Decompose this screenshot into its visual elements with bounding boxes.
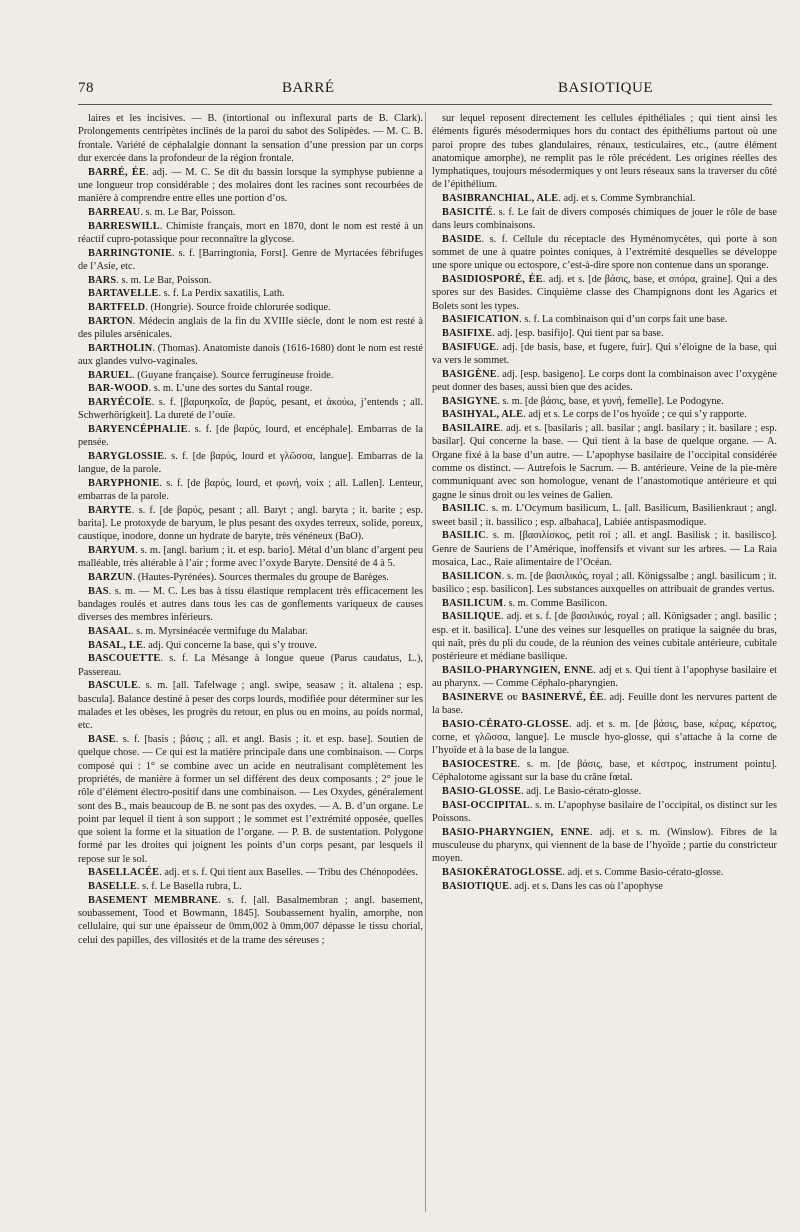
entry-definition: adj. Le Basio-cérato-glosse. (526, 786, 642, 798)
dictionary-entry (432, 112, 777, 192)
entry-headword: BARTFELD (88, 301, 146, 313)
dictionary-entry: BARS. s. m. Le Bar, Poisson. (88, 274, 212, 286)
entry-headword: BARTON (88, 315, 133, 327)
dictionary-entry: BARTAVELLE. s. f. La Perdix saxatilis, Lath. (88, 288, 285, 300)
dictionary-entry: BARTHOLIN. (Thomas). Anatomiste danois (1616-1680) dont le nom est resté aux glandes vulvo-vaginales. (78, 342, 423, 367)
dictionary-entry: BARYÉCOÏE. s. f. [βαρυηκοΐα, de βαρύς, pesant, et ἀκούω, j’entends ; all. Schwerhörigkeit]. La dureté de l’ouïe. (78, 396, 423, 422)
entry-headword: BASIOCESTRE (442, 759, 518, 771)
entry-definition: s. f. La combinaison qui d’un corps fait une base. (524, 314, 728, 326)
entry-headword: BARYÉCOÏE (88, 396, 152, 408)
entry-definition: s. f. [βαρυηκοΐα, de βαρύς, pesant, et ἀκούω, j’entends ; all. Schwerhörigkeit]. La dureté de l’ouïe. (78, 396, 423, 422)
entry-definition: s. f. [Barringtonia, Forst]. Genre de Myrtacées fébrifuges de l’Asie, etc. (78, 247, 423, 272)
dictionary-entry: BASEMENT MEMBRANE. s. f. [all. Basalmembran ; angl. basement, soubassement, Tood et Bowmann, 1845]. Soubassement hyalin, amorphe, non cellulaire, qui sur une épaisseur de 0mm,002 à 0mm,007 dépasse le tissu chorial, celui des papilles, des villosités et de la trame des séreuses ; (78, 894, 423, 946)
dictionary-entry: BARYUM. s. m. [angl. barium ; it. et esp. bario]. Métal d’un blanc d’argent peu malléable, très altérable à l’air ; forme avec l’oxyde Baryte. Densité de 4 à 5. (78, 545, 423, 570)
entry-definition: s. m. [de βάσις, base, et γυνή, femelle]. Le Podogyne. (502, 395, 724, 407)
entry-definition: adj. [esp. basigeno]. Le corps dont la combinaison avec l’oxygène peut donner des bases, aussi bien que des acides. (432, 368, 777, 394)
dictionary-entry: BASCULE. s. m. [all. Tafelwage ; angl. swipe, seasaw ; it. altalena ; esp. bascula]. Balance destiné à peser des corps lourds, modifiée pour déterminer sur les malades et les obèses, les progrès du retour, en plus ou en moins, au poids normal, etc. (78, 680, 423, 732)
entry-definition: adj. Feuille dont les nervures partent de la base. (432, 691, 777, 717)
entry-headword: BARRINGTONIE (88, 247, 173, 259)
dictionary-entry: BASILICUM. s. m. Comme Basilicon. (442, 597, 608, 609)
entry-definition: s. m. L’apophyse basilaire de l’occipital, os distinct sur les Poissons. (432, 799, 777, 825)
dictionary-entry: BASILICON. s. m. [de βασιλικός, royal ; all. Königssalbe ; angl. basilicum ; it. basilico ; esp. basilicon]. Les substances auxquelles on attribuait de grandes vertus. (432, 570, 777, 595)
dictionary-entry: BARREAU. s. m. Le Bar, Poisson. (88, 206, 236, 218)
entry-headword: BASIDIOSPORÉ, ÉE (442, 274, 543, 286)
entry-headword: BARYTE (88, 504, 132, 516)
entry-headword: BARYGLOSSIE (88, 450, 165, 462)
dictionary-entry: BASE. s. f. [basis ; βάσις ; all. et angl. Basis ; it. et esp. base]. Soutien de quelque chose. — Ce qui est la matière principale dans une combinaison. — Corps composé qui : 1° se combine avec un acide en neutralisant complètement les propriétés, de manière à former un sel différent des deux composants ; 2° joue le rôle d’élément électro-positif dans une combinaison. — Les Oxydes, généralement sont des B., mais beaucoup de B. ne sont pas des oxydes. — A. B. d’un organe. Le point par lequel il tient à son support ; le sommet est l’extrémité opposée, quelles que soient la forme et la situation de l’organe. — P. B. de sustentation. Polygone formé par les droites qui joignent les points d’un corps pesant, par lesquels il repose sur le sol. (78, 734, 423, 865)
entry-headword: BASILIC (442, 503, 486, 515)
dictionary-entry: BASIO-GLOSSE. adj. Le Basio-cérato-glosse. (442, 786, 642, 798)
dictionary-entry: BAS. s. m. — M. C. Les bas à tissu élastique remplacent très efficacement les bandages roulés et autres dans tous les cas de gonflements variqueux de causes diverses des membres inférieurs. (78, 585, 423, 624)
entry-definition: s. m. Le Bar, Poisson. (121, 274, 212, 286)
entry-definition: s. f. [de βαρύς, pesant ; all. Baryt ; angl. baryta ; it. barite ; esp. barita]. Le protoxyde de baryum, le plus pesant des oxydes terreux, solide, poreux, caustique, inodore, donne un hydrate de baryte, très vénéneux (BaO). (78, 504, 423, 543)
entry-headword: BARYPHONIE (88, 477, 160, 489)
dictionary-entry: BASIOCESTRE. s. m. [de βάσις, base, et κέστρος, instrument pointu]. Céphalotome agissant sur la base du crâne fœtal. (432, 759, 777, 784)
entry-headword: BASICITÉ (442, 206, 493, 218)
entry-headword: BASILAIRE (442, 423, 501, 435)
entry-headword: BAR-WOOD (88, 383, 149, 395)
dictionary-entry: BARZUN. (Hautes-Pyrénées). Sources thermales du groupe de Barèges. (88, 572, 389, 584)
entry-headword: BASAL, LE (88, 639, 144, 651)
dictionary-entry: BARRINGTONIE. s. f. [Barringtonia, Forst]. Genre de Myrtacées fébrifuges de l’Asie, etc. (78, 247, 423, 272)
entry-headword: BARRÉ, ÉE (88, 166, 146, 178)
entry-definition: adj. et s. [basilaris ; all. basilar ; angl. basilary ; it. basilare ; esp. basilar]. Qui concerne la base. — Qui tient à la base de quelque organe. — A. Organe fixé à la base d’un autre. — L’apophyse basilaire de l’occipital considérée comme os distinct. — Autrefois le Sacrum. — B. antérieure. Veine de la pie-mère communiquant avec son homologue, venant de l’anastomotique antérieure et qui gagne le sinus droit ou les veines de Galien. (432, 423, 777, 501)
entry-headword: BASIO-CÉRATO-GLOSSE (442, 718, 570, 730)
entry-definition: adj. et s. f. [de βασιλικός, royal ; all. Königsader ; angl. basilic ; esp. et it. basilica]. L’une des veines sur lesquelles on pratique la saignée du bras, qui naît, près du pli du coude, de la réunion des veines cubitale antérieure, cubitale postérieure et médiane basilique. (432, 611, 777, 663)
dictionary-entry: BAR-WOOD. s. m. L’une des sortes du Santal rouge. (88, 383, 313, 395)
dictionary-entry: BARRÉ, ÉE. adj. — M. C. Se dit du bassin lorsque la symphyse pubienne a une longueur trop considérable ; des molaires dont les racines sont recourbées de manière à comprendre entre elles une portion d’os. (78, 166, 423, 205)
entry-definition: adj. Qui concerne la base, qui s’y trouve. (148, 639, 317, 651)
entry-headword: BASELLE (88, 881, 137, 893)
right-column (432, 112, 777, 1212)
entry-headword: BASILO-PHARYNGIEN, ENNE (442, 664, 594, 676)
entry-definition: sur lequel reposent directement les cellules épithéliales ; qui tient ainsi les éléments figurés mésodermiques hors du contact des épithéliums partout où une paroi propre des tubes glandulaires, rénaux, testiculaires, etc., (autre élément anatomique amorphe), ne remplit pas le rôle précédent. Les origines réelles des lymphatiques, toujours mésodermiques y ont leurs réseaux sans la traverser du côté de l’épithélium. (432, 113, 777, 191)
dictionary-entry: BASELLE. s. f. Le Basella rubra, L. (88, 881, 242, 893)
entry-definition: adj. et s. m. [de βάσις, base, κέρας, κέρατος, corne, et γλῶσσα, langue]. Le muscle hyo-glosse, qui s’attache à la corne de l’hyoïde et à la base de la langue. (432, 718, 777, 757)
entry-headword: BASIO-PHARYNGIEN, ENNE (442, 826, 591, 838)
entry-definition: s. f. [basis ; βάσις ; all. et angl. Basis ; it. et esp. base]. Soutien de quelque chose. — Ce qui est la matière principale dans une combinaison. — Corps composé qui : 1° se combine avec un acide en neutralisant complètement les propriétés, de manière à former un sel différent des deux composants ; 2° joue le rôle d’élément électro-positif dans une combinaison. — Les Oxydes, généralement sont des B., mais beaucoup de B. ne sont pas des oxydes. — A. B. d’un organe. Le point par lequel il tient à son support ; le sommet est l’extrémité opposée, quelles que soient la forme et la situation de l’organe. — P. B. de sustentation. Polygone formé par les droites qui joignent les points d’un corps pesant, par lesquels il repose sur le sol. (78, 734, 423, 865)
entry-headword: BARTAVELLE (88, 288, 159, 300)
entry-headword: BASIGÈNE (442, 368, 497, 380)
entry-definition: s. m. Myrsinéacée vermifuge du Malabar. (136, 626, 308, 638)
dictionary-entry: BASIOTIQUE. adj. et s. Dans les cas où l’apophyse (442, 880, 663, 892)
entry-headword: BASE (88, 734, 116, 746)
entry-headword: BARTHOLIN (88, 342, 153, 354)
left-column (78, 112, 423, 1212)
header-rule (78, 104, 772, 105)
entry-definition: adj. et s. f. Qui tient aux Baselles. — Tribu des Chénopodées. (164, 867, 418, 879)
entry-headword: BASI-OCCIPITAL (442, 799, 530, 811)
entry-definition: adj et s. Qui tient à l’apophyse basilaire et au pharynx. — Comme Céphalo-pharyngien. (432, 664, 777, 690)
page-number: 78 (78, 80, 94, 96)
entry-definition: adj. et s. Comme Symbranchial. (563, 193, 696, 205)
entry-headword: BASINERVE ou BASINERVÉ, ÉE (442, 691, 604, 703)
dictionary-entry: BASIGÈNE. adj. [esp. basigeno]. Le corps dont la combinaison avec l’oxygène peut donner des bases, aussi bien que des acides. (432, 368, 777, 394)
entry-definition: s. m. [angl. barium ; it. et esp. bario]. Métal d’un blanc d’argent peu malléable, très altérable à l’air ; forme avec l’oxyde Baryte. Densité de 4 à 5. (78, 545, 423, 570)
entry-headword: BARYENCÉPHALIE (88, 423, 188, 435)
entry-definition: s. f. [all. Basalmembran ; angl. basement, soubassement, Tood et Bowmann, 1845]. Soubassement hyalin, amorphe, non cellulaire, qui sur une épaisseur de 0mm,002 à 0mm,007 dépasse le tissu chorial, celui des papilles, des villosités et de la trame des séreuses ; (78, 894, 423, 946)
entry-definition: s. f. [de βαρύς, lourd, et φωνή, voix ; all. Lallen]. Lenteur, embarras de la parole. (78, 477, 423, 503)
page-header (60, 80, 760, 106)
entry-headword: BAS (88, 585, 109, 597)
dictionary-entry: BASIDIOSPORÉ, ÉE. adj. et s. [de βάσις, base, et σπόρα, graine]. Qui a des spores sur des Basides. Cinquième classe des Champignons dont les Agarics et Bolets sont les types. (432, 274, 777, 312)
right-running-head: BASIOTIQUE (558, 80, 653, 96)
entry-definition: s. m. [βασιλίσκος, petit roi ; all. et angl. Basilisk ; it. basilisco]. Genre de Sauriens de l’Amérique, inoffensifs et vivant sur les arbres. — La Raia mosaica, Lac., Raie alimentaire de l’Océan. (432, 530, 777, 568)
entry-definition: s. f. Le fait de divers composés chimiques de jouer le rôle de base dans leurs combinaisons. (432, 206, 777, 232)
entry-headword: BASCOUETTE (88, 653, 161, 665)
dictionary-entry: BASIBRANCHIAL, ALE. adj. et s. Comme Symbranchial. (442, 193, 696, 205)
left-running-head: BARRÉ (282, 80, 335, 96)
dictionary-entry: BARYENCÉPHALIE. s. f. [de βαρύς, lourd, et encéphale]. Embarras de la pensée. (78, 423, 423, 449)
entry-headword: BASAAL (88, 626, 131, 638)
dictionary-entry: BASIFIXE. adj. [esp. basifijo]. Qui tient par sa base. (442, 328, 664, 340)
entry-definition: Chimiste français, mort en 1870, dont le nom est resté à un réactif cupro-potassique pour reconnaître la glycose. (78, 220, 423, 245)
dictionary-entry: BARYPHONIE. s. f. [de βαρύς, lourd, et φωνή, voix ; all. Lallen]. Lenteur, embarras de la parole. (78, 477, 423, 503)
entry-headword: BARRESWILL (88, 220, 160, 232)
entry-headword: BARYUM (88, 545, 136, 557)
entry-definition: adj et s. Le corps de l’os hyoïde ; ce qui s’y rapporte. (528, 409, 747, 421)
entry-headword: BASIFUGE (442, 341, 497, 353)
dictionary-entry: BASILIC. s. m. L’Ocymum basilicum, L. [all. Basilicum, Basilienkraut ; angl. sweet basil ; it. bassilico ; esp. albahaca], Labiée antispasmodique. (432, 503, 777, 528)
entry-definition: adj. [esp. basifijo]. Qui tient par sa base. (497, 328, 664, 340)
dictionary-entry: BASIGYNE. s. m. [de βάσις, base, et γυνή, femelle]. Le Podogyne. (442, 395, 724, 407)
entry-headword: BASIBRANCHIAL, ALE (442, 193, 559, 205)
dictionary-entry: BASINERVE ou BASINERVÉ, ÉE. adj. Feuille dont les nervures partent de la base. (432, 691, 777, 717)
dictionary-entry: BASIHYAL, ALE. adj et s. Le corps de l’os hyoïde ; ce qui s’y rapporte. (442, 409, 747, 421)
dictionary-entry: BASAL, LE. adj. Qui concerne la base, qui s’y trouve. (88, 639, 317, 651)
entry-definition: adj. et s. Dans les cas où l’apophyse (514, 880, 663, 892)
entry-headword: BASIFICATION (442, 314, 520, 326)
entry-definition: s. f. Cellule du réceptacle des Hyménomycètes, qui porte à son sommet de une à quatre pointes coniques, à l’extrémité desquelles se développe une spore unique ou ectospore, c’est-à-dire spore non contenue dans un sporange. (432, 233, 777, 272)
entry-headword: BARUEL (88, 369, 133, 381)
entry-headword: BASIHYAL, ALE (442, 409, 524, 421)
entry-definition: s. m. — M. C. Les bas à tissu élastique remplacent très efficacement les bandages roulés et autres dans tous les cas de gonflements variqueux de causes diverses des membres inférieurs. (78, 585, 423, 624)
dictionary-entry: BASILIC. s. m. [βασιλίσκος, petit roi ; all. et angl. Basilisk ; it. basilisco]. Genre de Sauriens de l’Amérique, inoffensifs et vivant sur les arbres. — La Raia mosaica, Lac., Raie alimentaire de l’Océan. (432, 530, 777, 568)
entry-definition: s. f. La Mésange à longue queue (Parus caudatus, L.), Passereau. (78, 653, 423, 678)
entry-definition: s. m. L’une des sortes du Santal rouge. (153, 383, 313, 395)
dictionary-entry: BASILIQUE. adj. et s. f. [de βασιλικός, royal ; all. Königsader ; angl. basilic ; esp. et it. basilica]. L’une des veines sur lesquelles on pratique la saignée du bras, qui naît, près du pli du coude, de la réunion des veines cubitale antérieure, cubitale postérieure et médiane basilique. (432, 611, 777, 663)
entry-definition: adj. [de basis, base, et fugere, fuir]. Qui s’éloigne de la base, qui va vers le sommet. (432, 341, 777, 367)
dictionary-entry: BASCOUETTE. s. f. La Mésange à longue queue (Parus caudatus, L.), Passereau. (78, 653, 423, 678)
entry-headword: BASIO-GLOSSE (442, 786, 522, 798)
dictionary-entry: BASIFUGE. adj. [de basis, base, et fugere, fuir]. Qui s’éloigne de la base, qui va vers le sommet. (432, 341, 777, 367)
dictionary-entry: BASIDE. s. f. Cellule du réceptacle des Hyménomycètes, qui porte à son sommet de une à quatre pointes coniques, à l’extrémité desquelles se développe une spore unique ou ectospore, c’est-à-dire spore non contenue dans un sporange. (432, 233, 777, 272)
entry-headword: BASILIC (442, 530, 486, 542)
entry-headword: BARZUN (88, 572, 133, 584)
entry-headword: BARREAU (88, 206, 141, 218)
dictionary-entry: BASIO-PHARYNGIEN, ENNE. adj. et s. m. (Winslow). Fibres de la musculeuse du pharynx, qui viennent de la base de l’hyoïde ; partie du constricteur moyen. (432, 826, 777, 865)
dictionary-entry: BARTFELD. (Hongrie). Source froide chlorurée sodique. (88, 301, 331, 313)
entry-headword: BASCULE (88, 680, 139, 692)
entry-headword: BASIOKÉRATOGLOSSE (442, 867, 563, 878)
entry-definition: (Guyane française). Source ferrugineuse froide. (137, 369, 334, 381)
entry-definition: s. m. Comme Basilicon. (508, 597, 608, 609)
column-divider (425, 112, 426, 1212)
entry-headword: BASILICUM (442, 597, 504, 609)
dictionary-entry: BARYTE. s. f. [de βαρύς, pesant ; all. Baryt ; angl. baryta ; it. barite ; esp. barita]. Le protoxyde de baryum, le plus pesant des oxydes terreux, solide, poreux, caustique, inodore, donne un hydrate de baryte, très vénéneux (BaO). (78, 504, 423, 543)
entry-definition: (Thomas). Anatomiste danois (1616-1680) dont le nom est resté aux glandes vulvo-vaginales. (78, 342, 423, 367)
dictionary-entry: BASICITÉ. s. f. Le fait de divers composés chimiques de jouer le rôle de base dans leurs combinaisons. (432, 206, 777, 232)
dictionary-entry: BASIFICATION. s. f. La combinaison qui d’un corps fait une base. (442, 314, 728, 326)
dictionary-entry: BASIO-CÉRATO-GLOSSE. adj. et s. m. [de βάσις, base, κέρας, κέρατος, corne, et γλῶσσα, langue]. Le muscle hyo-glosse, qui s’attache à la corne de l’hyoïde et à la base de la langue. (432, 718, 777, 757)
entry-headword: BASILICON (442, 570, 502, 582)
dictionary-entry: BASILO-PHARYNGIEN, ENNE. adj et s. Qui tient à l’apophyse basilaire et au pharynx. — Comme Céphalo-pharyngien. (432, 664, 777, 690)
entry-definition: s. m. L’Ocymum basilicum, L. [all. Basilicum, Basilienkraut ; angl. sweet basil ; it. bassilico ; esp. albahaca], Labiée antispasmodique. (432, 503, 777, 528)
entry-definition: s. m. [de βασιλικός, royal ; all. Königssalbe ; angl. basilicum ; it. basilico ; esp. basilicon]. Les substances auxquelles on attribuait de grandes vertus. (432, 570, 777, 595)
dictionary-entry: BASI-OCCIPITAL. s. m. L’apophyse basilaire de l’occipital, os distinct sur les Poissons. (432, 799, 777, 825)
entry-headword: BASIGYNE (442, 395, 498, 407)
dictionary-entry: BARTON. Médecin anglais de la fin du XVIIIe siècle, dont le nom est resté à des pilules arsénicales. (78, 315, 423, 340)
entry-headword: BASEMENT MEMBRANE (88, 894, 219, 906)
dictionary-entry: BASELLACÉE. adj. et s. f. Qui tient aux Baselles. — Tribu des Chénopodées. (88, 867, 418, 879)
dictionary-entry (78, 112, 423, 165)
dictionary-entry: BARYGLOSSIE. s. f. [de βαρύς, lourd et γλῶσσα, langue]. Embarras de la langue, de la parole. (78, 450, 423, 476)
entry-definition: adj. et s. m. (Winslow). Fibres de la musculeuse du pharynx, qui viennent de la base de l’hyoïde ; partie du constricteur moyen. (432, 826, 777, 865)
entry-definition: s. f. Le Basella rubra, L. (142, 881, 242, 893)
entry-headword: BASIFIXE (442, 328, 493, 340)
dictionary-entry: BARRESWILL. Chimiste français, mort en 1870, dont le nom est resté à un réactif cupro-potassique pour reconnaître la glycose. (78, 220, 423, 245)
entry-definition: adj. et s. [de βάσις, base, et σπόρα, graine]. Qui a des spores sur des Basides. Cinquième classe des Champignons dont les Agarics et Bolets sont les types. (432, 274, 777, 312)
dictionary-entry: BASILAIRE. adj. et s. [basilaris ; all. basilar ; angl. basilary ; it. basilare ; esp. basilar]. Qui concerne la base. — Qui tient à la base de quelque organe. — A. Organe fixé à la base d’un autre. — L’apophyse basilaire de l’occipital considérée comme os distinct. — Autrefois le Sacrum. — B. antérieure. Veine de la pie-mère communiquant avec son homologue, venant de l’anastomotique antérieure et qui gagne le sinus droit ou les veines de Galien. (432, 423, 777, 501)
entry-headword: BASILIQUE (442, 611, 502, 623)
entry-headword: BARS (88, 274, 117, 286)
entry-definition: Médecin anglais de la fin du XVIIIe siècle, dont le nom est resté à des pilules arsénicales. (78, 315, 423, 340)
entry-definition: laires et les incisives. — B. (intortional ou inflexural parts de B. Clark). Prolongements centripètes inclinés de la paroi du sabot des Solipèdes. — M. C. B. frontale. Variété de céphalalgie donnant la sensation d’une pression par un corps dur exercée dans la profondeur de la région frontale. (78, 113, 423, 164)
entry-headword: BASIDE (442, 233, 482, 245)
entry-definition: (Hautes-Pyrénées). Sources thermales du groupe de Barèges. (137, 572, 389, 584)
entry-definition: s. m. Le Bar, Poisson. (145, 206, 236, 218)
entry-definition: adj. et s. Comme Basio-cérato-glosse. (567, 867, 724, 878)
dictionary-entry: BASAAL. s. m. Myrsinéacée vermifuge du Malabar. (88, 626, 308, 638)
entry-definition: s. f. [de βαρύς, lourd, et encéphale]. Embarras de la pensée. (78, 423, 423, 449)
entry-definition: s. m. [de βάσις, base, et κέστρος, instrument pointu]. Céphalotome agissant sur la base du crâne fœtal. (432, 759, 777, 784)
entry-definition: adj. — M. C. Se dit du bassin lorsque la symphyse pubienne a une longueur trop considérable ; des molaires dont les racines sont recourbées de manière à comprendre entre elles une portion d’os. (78, 166, 423, 205)
entry-definition: s. f. [de βαρύς, lourd et γλῶσσα, langue]. Embarras de la langue, de la parole. (78, 450, 423, 476)
entry-headword: BASELLACÉE (88, 867, 160, 879)
entry-definition: s. m. [all. Tafelwage ; angl. swipe, seasaw ; it. altalena ; esp. bascula]. Balance destiné à peser des corps lourds, modifiée pour déterminer sur les malades et les obèses, les progrès du retour, en plus ou en moins, au poids normal, etc. (78, 680, 423, 732)
entry-definition: (Hongrie). Source froide chlorurée sodique. (150, 301, 331, 313)
entry-headword: BASIOTIQUE (442, 880, 510, 892)
dictionary-entry: BARUEL. (Guyane française). Source ferrugineuse froide. (88, 369, 334, 381)
entry-definition: s. f. La Perdix saxatilis, Lath. (163, 288, 285, 300)
dictionary-entry: BASIOKÉRATOGLOSSE. adj. et s. Comme Basio-cérato-glosse. (442, 867, 724, 878)
